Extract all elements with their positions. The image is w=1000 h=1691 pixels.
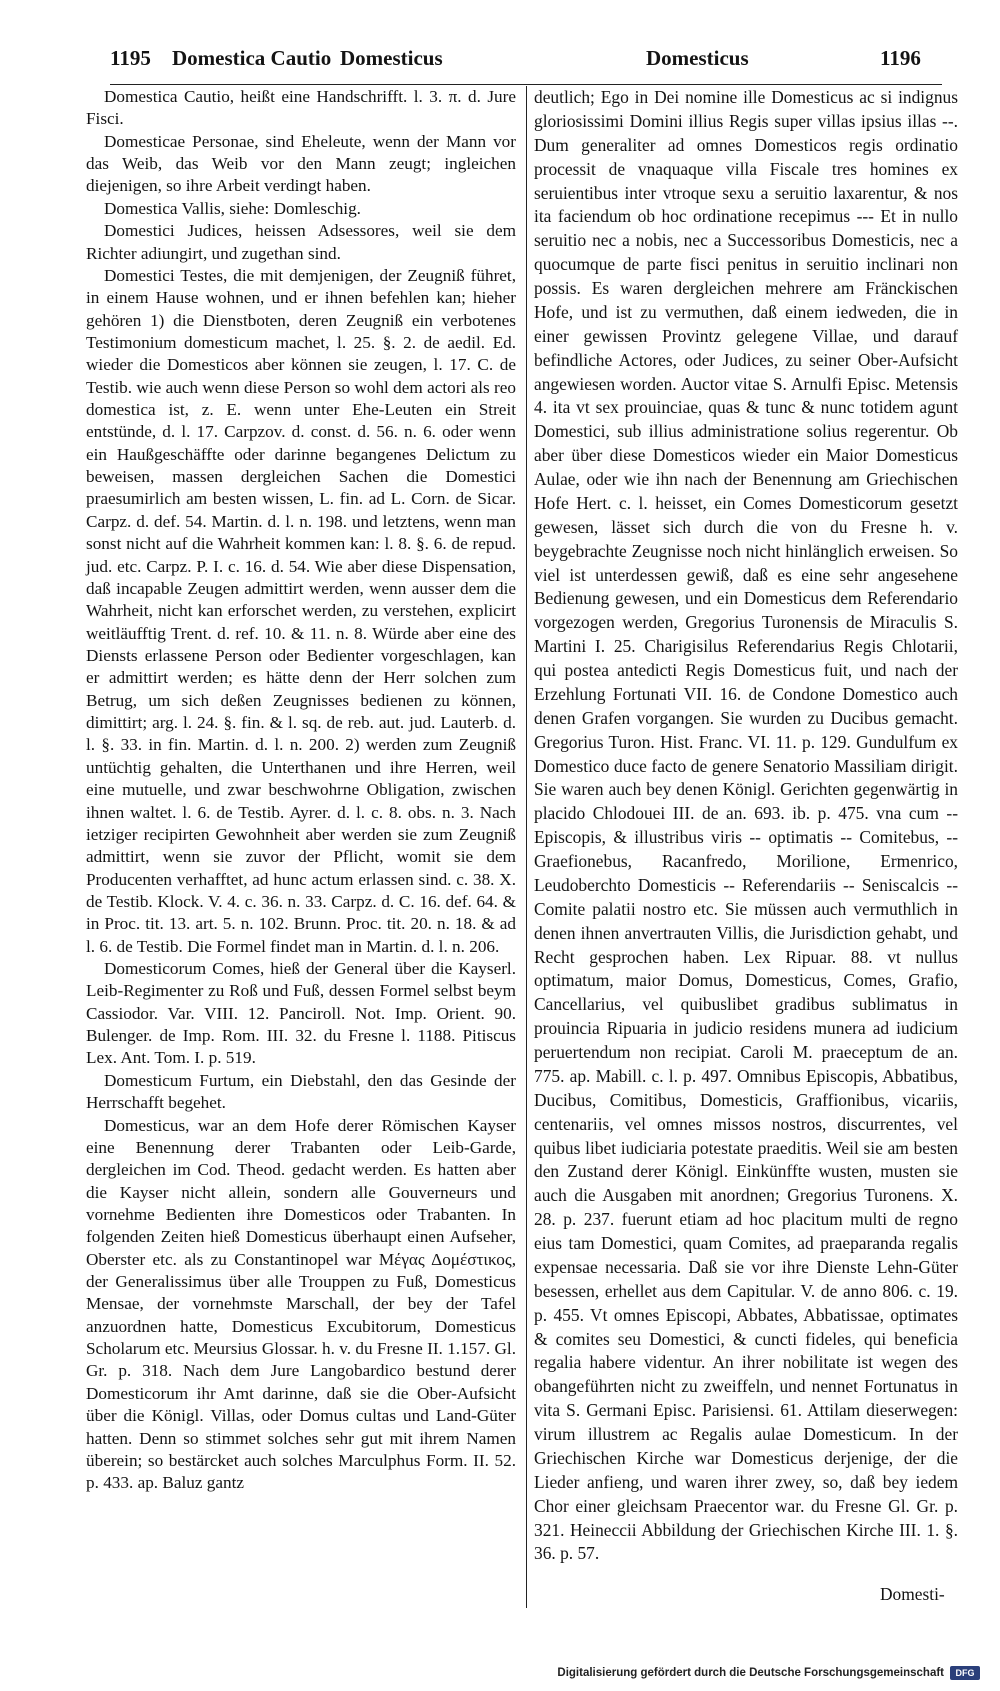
entry-domestici-judices: Domestici Judices, heissen Adsessores, weil sie dem Richter adiungirt, und zugethan sind.: [86, 221, 516, 263]
column-divider: [526, 86, 527, 1608]
left-running-title-2: Domesticus: [340, 46, 443, 70]
entry-domesticae-personae: Domesticae Personae, sind Eheleute, wenn der Mann vor das Weib, das Weib vor den Mann zeugt; ingleichen diejenigen, so ihre Arbeit verdingt haben.: [86, 131, 516, 196]
entry-domesticum-furtum: Domesticum Furtum, ein Diebstahl, den das Gesinde der Herrschafft begehet.: [86, 1070, 516, 1113]
entry-domesticorum-comes: Domesticorum Comes, hieß der General über die Kayserl. Leib-Regimenter zu Roß und Fuß, dessen Formel selbst beym Cassiodor. Var. VIII. 12. Panciroll. Not. Imp. Orient. 90. Bulenger. de Imp. Rom. III. 32. du Fresne l. 1188. Pitiscus Lex. Ant. Tom. I. p. 519.: [86, 959, 516, 1068]
left-column: [86, 86, 516, 1495]
right-running-title: Domesticus: [646, 46, 749, 70]
right-column: [534, 86, 958, 1566]
entry-domesticus: Domesticus, war an dem Hofe derer Römischen Kayser eine Benennung derer Trabanten oder Leib-Garde, dergleichen im Cod. Theod. gedacht werden. Es hatten aber die Kayser nicht allein, sondern alle Gouverneurs und vornehme Bedienten ihre Domesticos oder Trabanten. In folgenden Zeiten hieß Domesticus überhaupt einen Aufseher, Oberster etc. als zu Constantinopel war Μέγας Δομέστικος, der Generalissimus über alle Trouppen zu Fuß, Domesticus Mensae, der vornehmste Marschall, der bey der Tafel anzuordnen hatte, Domesticus Excubitorum, Domesticus Scholarum etc. Meursius Glossar. h. v. du Fresne II. 1.157. Gl. Gr. p. 318. Nach dem Jure Langobardico bestund derer Domesticorum ihr Amt darinne, daß sie die Ober-Aufsicht über die Königl. Villas, oder Domus cultas und Land-Güter hatten. Denn so stimmet solches sehr gut mit ihrem Namen überein; so bestärcket auch solches Marculphus Form. II. 52. p. 433. ap. Baluz gantz: [86, 1115, 516, 1493]
catchword: Domesti-: [880, 1584, 945, 1604]
entry-domesticus-continued: deutlich; Ego in Dei nomine ille Domesticus ac si indignus gloriosissimi Domini illius Regis super villas ipsius illas --. Dum generaliter ad omnes Domesticos regis ordinatio processit de vnaquaque villa Fiscale tres homines ex seruientibus inter vtroque sexu a seruitio laxarentur, & nos ita faciendum ob hoc ordinatione recepimus --- Et in nullo seruitio nec a nobis, nec a Successoribus Domesticis, nec a quocumque de parte fisci penitus in seruitio inclinari non possis. Es waren dergleichen mehrere am Fränckischen Hofe, und ist zu vermuthen, daß einem iedweden, die in einer gewissen Provintz gelegene Villae, und darauf befindliche Actores, oder Judices, zu seiner Ober-Aufsicht angewiesen worden. Auctor vitae S. Arnulfi Episc. Metensis 4. ita vt sex prouinciae, quas & tunc & nunc totidem agunt Domestici, sub illius administratione solius regerentur. Ob aber über diese Domesticos wieder ein Maior Domesticus Aulae, oder wie ihn nach der Benennung am Griechischen Hofe Hert. c. l. heisset, ein Comes Domesticorum gesetzt gewesen, lässet sich durch die von du Fresne h. v. beygebrachte Zeugnisse noch nicht hinlänglich erweisen. So viel ist unterdessen gewiß, daß es eine sehr angesehene Bedienung gewesen, und ein Domesticus dem Referendario vorgezogen werden, Gregorius Turonensis de Miraculis S. Martini I. 25. Charigisilus Referendarius Regis Chlotarii, qui postea antedicti Regis Domesticus fuit, und nach der Erzehlung Fortunati VII. 16. de Condone Domestico auch denen Grafen vorgangen. Sie wurden zu Ducibus gemacht. Gregorius Turon. Hist. Franc. VI. 11. p. 129. Gundulfum ex Domestico duce facto de genere Senatorio Massiliam dirigit. Sie waren auch bey denen Königl. Gerichten gegenwärtig in placido Chlodouei III. de an. 693. ib. p. 475. vna cum -- Episcopis, & illustribus viris -- optimatis -- Comitebus, -- Graefionebus, Racanfredo, Morilione, Ermenrico, Leudoberchto Domesticis -- Referendariis -- Seniscalcis -- Comite palatii nostro etc. Sie müssen auch vermuthlich in denen ihnen anvertrauten Villis, die Jurisdiction gehabt, und Recht gesprochen haben. Lex Ripuar. 88. vt nullus optimatum, maior Domus, Domesticus, Comes, Grafio, Cancellarius, vel quibuslibet gradibus sublimatus in prouincia Ripuaria in judicio residens munera ad iudicium peruertendum non recipiat. Caroli M. praeceptum de an. 775. ap. Mabill. c. l. p. 497. Omnibus Episcopis, Abbatibus, Ducibus, Comitibus, Domesticis, Graffionibus, vicariis, centenariis, vel omnes missos nostros, discurrentes, vel quibus libet iudiciaria potestate praeditis. Weil sie am besten den Zustand derer Königl. Einkünffte wusten, musten sie auch die Ausgaben mit anordnen; Gregorius Turonens. X. 28. p. 237. fuerunt etiam ad hoc placitum multi de regno eius tam Domestici, quam Comites, ad praeparanda regalis expensae necessaria. Daß sie vor ihre Dienste Lehn-Güter besessen, erhellet aus dem Capitular. V. de anno 806. c. 19. p. 455. Vt omnes Episcopi, Abbates, Abbatissae, optimates & comites seu Domestici, & cuncti fideles, qui beneficia regalia habere videntur. An ihrer nobilitate ist wegen des obangeführten nicht zu zweiffeln, und nennet Fortunatus in vita S. Germani Episc. Parisiensi. 61. Attilam dieserwegen: virum illustrem ac Regalis aulae Domesticum. In der Griechischen Kirche war Domesticus derjenige, der die Lieder anfieng, und waren ihrer zwey, so, daß bey iedem Chor einer gleichsam Praecentor war. du Fresne Gl. Gr. p. 321. Heineccii Abbildung der Griechischen Kirche III. 1. §. 36. p. 57.: [534, 87, 958, 1564]
entry-domestici-testes: Domestici Testes, die mit demjenigen, der Zeugniß führet, in einem Hause wohnen, und er ihnen befehlen kan; hieher gehören 1) die Dienstboten, deren Zeugniß ein verbotenes Testimonium domesticum machet, l. 25. §. 2. de aedil. Ed. wieder die Domesticos aber können sie zeugen, l. 17. C. de Testib. wie auch wenn diese Person so wohl dem actori als reo domestica ist, z. E. wenn unter Ehe-Leuten ein Streit entstünde, d. l. 17. Carpzov. d. const. d. 56. n. 6. oder wenn ein Haußgeschäffte oder darinne begangenes Delictum zu beweisen, massen dergleichen Sachen die Domestici praesumirlich am besten wissen, L. fin. ad L. Corn. de Sicar. Carpz. d. def. 54. Martin. d. l. n. 198. und letztens, wenn man sonst nicht auf die Wahrheit kommen kan: l. 8. §. 6. de repud. jud. etc. Carpz. P. I. c. 16. d. 54. Wie aber diese Dispensation, daß incapable Zeugen admittirt werden, wenn ausser dem die Wahrheit, nicht kan erforschet werden, zu verstehen, explicirt weitläufftig Trent. d. ref. 10. & 11. n. 8. Würde aber eine des Diensts erlassene Person oder Bedienter vorgeschlagen, kan er admittirt werden; es hätte denn der Herr solchen zum Betrug, um sich deßen Zeugnisses bedienen zu können, dimittirt; arg. l. 24. §. fin. & l. sq. de reb. aut. jud. Lauterb. d. l. §. 33. in fin. Martin. d. l. n. 200. 2) werden zum Zeugniß untüchtig gehalten, die Unterthanen und ihre Herren, weil eine mutuelle, und zwar beschwohrne Obligation, zwischen ihnen waltet. l. 6. de Testib. Ayrer. d. l. c. 8. obs. n. 3. Nach ietziger recipirten Gewohnheit aber werden sie zum Zeugniß admittirt, wenn sie zuvor der Pflicht, womit sie dem Producenten verhafftet, ad hunc actum erlassen sind. c. 38. X. de Testib. Klock. V. 4. c. 36. n. 33. Carpz. d. C. 16. def. 64. & in Proc. tit. 13. art. 5. n. 102. Brunn. Proc. tit. 20. n. 18. & ad l. 6. de Testib. Die Formel findet man in Martin. d. l. n. 206.: [86, 265, 516, 956]
left-running-title-1: Domestica Cautio: [172, 46, 332, 70]
page-header: [0, 46, 1000, 80]
entry-domestica-vallis: Domestica Vallis, siehe: Domleschig.: [104, 198, 361, 218]
dfg-logo-icon: DFG: [950, 1666, 980, 1680]
right-page-number: 1196: [880, 46, 921, 70]
entry-domestica-cautio: Domestica Cautio, heißt eine Handschrifft. l. 3. π. d. Jure Fisci.: [86, 87, 516, 129]
left-page-number: 1195: [110, 46, 151, 70]
header-rule: [110, 84, 942, 85]
footer-text: Digitalisierung gefördert durch die Deutsche Forschungsgemeinschaft: [557, 1667, 944, 1679]
digitization-footer: [557, 1666, 980, 1680]
